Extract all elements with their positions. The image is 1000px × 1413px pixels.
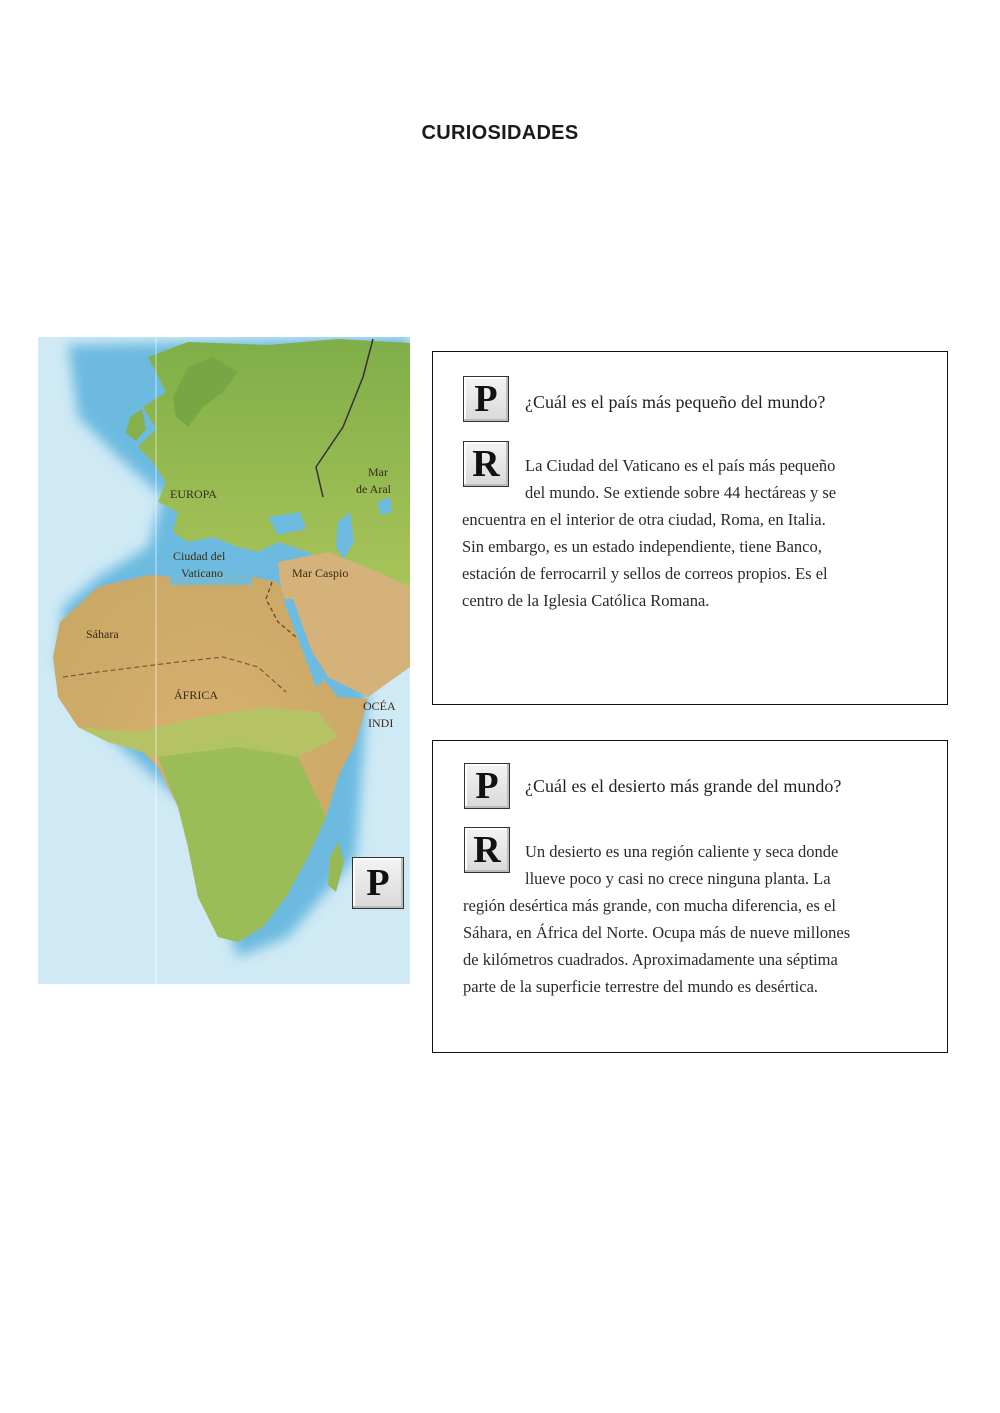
card-1-question: ¿Cuál es el país más pequeño del mundo? (525, 392, 826, 412)
question-card-1 (432, 351, 948, 705)
card-1-answer-line: encuentra en el interior de otra ciudad, Roma, en Italia. (462, 510, 826, 529)
map-label-oceano-2: INDI (368, 716, 394, 730)
map-label-europa: EUROPA (170, 487, 217, 501)
map-label-sahara: Sáhara (86, 627, 119, 641)
card-2-r-badge: R (464, 827, 510, 873)
card-2-answer-line: parte de la superficie terrestre del mundo es desértica. (463, 977, 819, 996)
card-2-question: ¿Cuál es el desierto más grande del mundo? (525, 776, 842, 796)
map-label-mar-aral-1: Mar (368, 465, 388, 479)
card-1-answer-line: La Ciudad del Vaticano es el país más pequeño (525, 456, 836, 475)
card-2-answer-line: Sáhara, en África del Norte. Ocupa más de nueve millones (463, 923, 851, 942)
map-label-mar-aral-2: de Aral (356, 482, 391, 496)
card-1-answer-top (525, 452, 836, 506)
map-label-africa: ÁFRICA (174, 688, 219, 702)
card-2-answer-top (525, 838, 838, 892)
card-2-answer-line: de kilómetros cuadrados. Aproximadamente una séptima (463, 950, 838, 969)
card-1-answer-bottom (462, 506, 828, 614)
map-p-badge: P (352, 857, 404, 909)
card-2-p-badge: P (464, 763, 510, 809)
map-label-ciudad-1: Ciudad del (173, 549, 226, 563)
card-2-answer-line: Un desierto es una región caliente y seca donde (525, 842, 839, 861)
question-card-2 (432, 740, 948, 1053)
card-2-answer-line: llueve poco y casi no crece ninguna planta. La (525, 869, 831, 888)
card-1-answer-line: del mundo. Se extiende sobre 44 hectáreas y se (525, 483, 837, 502)
card-1-answer-line: Sin embargo, es un estado independiente, tiene Banco, (462, 537, 822, 556)
map-label-oceano-1: OCÉA (363, 699, 396, 713)
card-1-answer-line: centro de la Iglesia Católica Romana. (462, 591, 710, 610)
page-title: CURIOSIDADES (421, 122, 579, 144)
card-2-answer-bottom (463, 892, 850, 1000)
map-europe-africa (38, 337, 410, 984)
card-2-answer-line: región desértica más grande, con mucha diferencia, es el (463, 896, 836, 915)
map-label-mar-caspio: Mar Caspio (292, 566, 349, 580)
card-1-r-badge: R (463, 441, 509, 487)
map-label-ciudad-2: Vaticano (181, 566, 223, 580)
card-1-answer-line: estación de ferrocarril y sellos de correos propios. Es el (462, 564, 828, 583)
card-1-p-badge: P (463, 376, 509, 422)
